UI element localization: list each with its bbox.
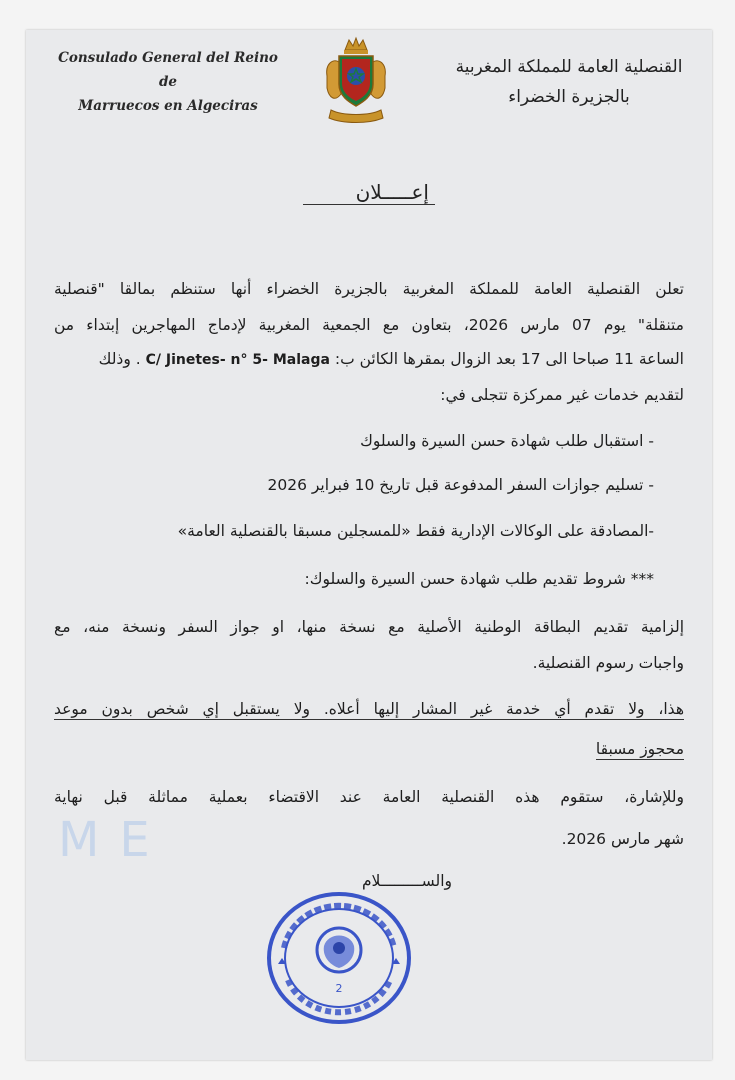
address-text: C/ Jinetes- n° 5- Malaga bbox=[145, 352, 330, 368]
document-page bbox=[26, 30, 712, 1060]
moroccan-coat-of-arms-icon bbox=[323, 36, 389, 128]
paragraph1-line4: لتقديم خدمات غير ممركزة تتجلى في: bbox=[440, 386, 684, 404]
paragraph1-line3-text: الساعة 11 صباحا الى 17 بعد الزوال بمقرها الكائن ب: bbox=[334, 350, 684, 368]
paragraph1-line1: تعلن القنصلية العامة للمملكة المغربية بالجزيرة الخضراء أنها ستنظم بمالقا "قنصلية bbox=[54, 280, 684, 298]
paragraph1-line3 bbox=[54, 350, 684, 368]
paragraph1-line3-end: . وذلك bbox=[98, 350, 141, 368]
header-spanish-line1: Consulado General del Reino de bbox=[58, 50, 278, 90]
closing-line2: شهر مارس 2026. bbox=[561, 830, 684, 848]
header-spanish-line2: Marruecos en Algeciras bbox=[78, 98, 258, 114]
service-item-2: - تسليم جوازات السفر المدفوعة قبل تاريخ 10 فبراير 2026 bbox=[267, 476, 654, 494]
paragraph1-line2: متنقلة" يوم 07 مارس 2026، بتعاون مع الجمعية المغربية لإدماج المهاجرين إبتداء من bbox=[54, 316, 684, 334]
watermark: ME bbox=[58, 812, 170, 868]
official-stamp-icon bbox=[264, 888, 414, 1028]
header-arabic-line2: بالجزيرة الخضراء bbox=[508, 87, 630, 107]
service-item-1: - استقبال طلب شهادة حسن السيرة والسلوك bbox=[360, 432, 654, 450]
header-spanish bbox=[48, 46, 288, 118]
conditions-heading: *** شروط تقديم طلب شهادة حسن السيرة والسلوك: bbox=[304, 570, 654, 588]
closing-line1: وللإشارة، ستقوم هذه القنصلية العامة عند الاقتضاء بعملية مماثلة قبل نهاية bbox=[54, 788, 684, 806]
conditions-line2: واجبات رسوم القنصلية. bbox=[532, 654, 684, 672]
salutation: والســـــــــلام bbox=[361, 872, 452, 890]
header-arabic-line1: القنصلية العامة للمملكة المغربية bbox=[455, 57, 683, 77]
header-arabic bbox=[444, 52, 694, 112]
note-line1: هذا، ولا تقدم أي خدمة غير المشار إليها أعلاه. ولا يستقبل إي شخص بدون موعد bbox=[54, 700, 684, 718]
svg-text:2: 2 bbox=[335, 982, 343, 995]
service-item-3: -المصادقة على الوكالات الإدارية فقط «للمسجلين مسبقا بالقنصلية العامة» bbox=[177, 522, 654, 540]
announcement-title: إعـــــلان bbox=[26, 180, 712, 205]
conditions-line1: إلزامية تقديم البطاقة الوطنية الأصلية مع نسخة منها، او جواز السفر ونسخة منه، مع bbox=[54, 618, 684, 636]
note-line2: محجوز مسبقا bbox=[595, 740, 684, 758]
